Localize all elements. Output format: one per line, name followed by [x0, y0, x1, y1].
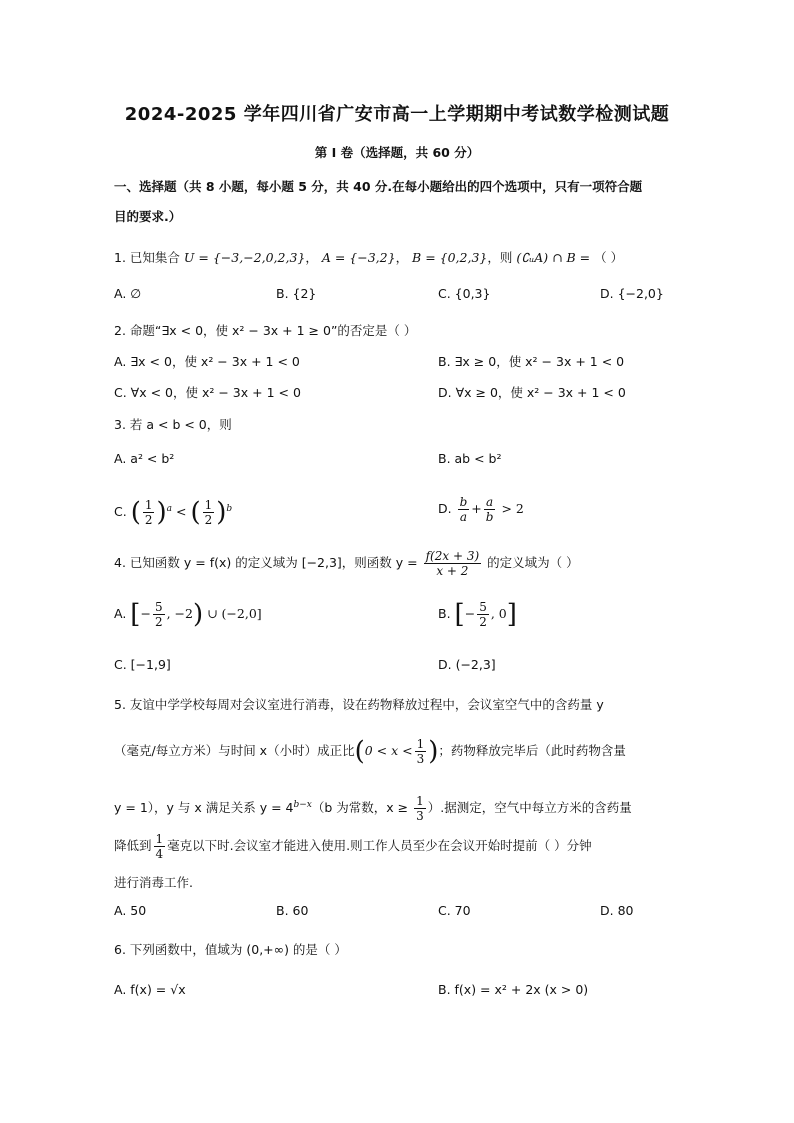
q4-option-a[interactable]: A. [− $\frac{5}{2}$ , −2) ∪ (−2,0] [114, 599, 262, 630]
q5-frac-num: 1 [416, 737, 425, 751]
q5-option-a[interactable]: A. 50 [114, 903, 147, 918]
q5-option-d[interactable]: D. 80 [600, 903, 634, 918]
q5-exponent: b−x [293, 800, 312, 810]
q5-quarter-den: 4 [155, 847, 164, 861]
q4-stem-end: 的定义域为（ ） [487, 555, 579, 570]
question-2-stem: 2. 命题“∃x < 0，使 x² − 3x + 1 ≥ 0”的否定是（ ） [114, 323, 417, 338]
q3-option-d-label: D. [438, 501, 452, 516]
q1-stem-start: 1. 已知集合 [114, 250, 180, 265]
q1-option-b[interactable]: B. {2} [276, 286, 317, 301]
q3-c-exp-b: b [226, 504, 233, 514]
q5-line2-end: ；药物释放完毕后（此时药物含量 [438, 743, 626, 758]
q5-option-b[interactable]: B. 60 [276, 903, 309, 918]
q5-line-3 [114, 787, 674, 823]
section-instructions-line2: 目的要求.） [114, 209, 182, 224]
q1-set-u: U = {−3,−2,0,2,3} [183, 250, 306, 265]
q1-option-a[interactable]: A. ∅ [114, 286, 142, 301]
q4-option-a-label: A. [114, 606, 127, 621]
question-1-stem: 1. 已知集合 U = {−3,−2,0,2,3}， A = {−3,2}， B = {0,2,3}，则 (∁ᵤA) ∩ B = （ ） [114, 250, 624, 265]
question-3-stem: 3. 若 a < b < 0，则 [114, 417, 232, 432]
q1-expression: (∁ᵤA) ∩ B = [516, 250, 591, 265]
q2-option-c[interactable]: C. ∀x < 0，使 x² − 3x + 1 < 0 [114, 385, 301, 400]
q3-option-b[interactable]: B. ab < b² [438, 451, 502, 466]
q1-answer-paren: （ ） [594, 250, 624, 265]
q4-option-b-label: B. [438, 606, 451, 621]
q3-d-num1: b [459, 495, 468, 509]
q3-c-lt: < [176, 504, 187, 520]
q1-option-c[interactable]: C. {0,3} [438, 286, 491, 301]
q4-a-mid: , −2 [166, 606, 193, 621]
q2-option-a[interactable]: A. ∃x < 0，使 x² − 3x + 1 < 0 [114, 354, 300, 369]
q3-c-num2: 1 [204, 498, 213, 513]
q5-line2-start: （毫克/每立方米）与时间 x（小时）成正比 [114, 743, 355, 758]
q3-c-num1: 1 [144, 498, 153, 513]
q3-d-gt: > 2 [501, 501, 524, 516]
q3-option-a[interactable]: A. a² < b² [114, 451, 175, 466]
q5-line3-frac-num: 1 [416, 794, 424, 809]
q5-line4-start: 降低到 [114, 838, 152, 853]
q3-c-den2: 2 [204, 513, 213, 528]
q5-quarter-num: 1 [155, 832, 164, 846]
q4-b-minus: − [464, 606, 476, 621]
q5-line4-end: 毫克以下时.会议室才能进入使用.则工作人员至少在会议开始时提前（ ）分钟 [167, 838, 592, 853]
q6-option-a[interactable]: A. f(x) = √x [114, 982, 186, 997]
q4-b-den: 2 [479, 615, 487, 629]
q4-b-mid: , 0 [490, 606, 507, 621]
q1-option-d[interactable]: D. {−2,0} [600, 286, 664, 301]
question-6-stem: 6. 下列函数中，值域为 (0,+∞) 的是（ ） [114, 942, 347, 957]
q3-d-plus: + [471, 501, 482, 516]
q4-a-num: 5 [154, 600, 163, 614]
q1-set-a: A = {−3,2} [321, 250, 396, 265]
q3-option-c-label: C. [114, 504, 127, 520]
q5-line3-mid: （b 为常数，x ≥ [311, 800, 409, 816]
section-subtitle: 第 I 卷（选择题，共 60 分） [314, 145, 480, 160]
q5-inequality: 0 < x < [364, 743, 413, 758]
q3-c-den1: 2 [144, 513, 153, 528]
q1-stem-then: ，则 [487, 250, 513, 265]
q1-set-b: B = {0,2,3} [412, 250, 488, 265]
q4-a-tail: ∪ (−2,0] [207, 606, 262, 621]
q4-a-minus: − [140, 606, 151, 621]
q5-line3-start: y = 1），y 与 x 满足关系 y = 4 [114, 800, 294, 816]
q4-option-c[interactable]: C. [−1,9] [114, 657, 171, 672]
q5-frac-den: 3 [416, 752, 425, 766]
q5-line-1: 5. 友谊中学学校每周对会议室进行消毒，设在药物释放过程中，会议室空气中的含药量 y [114, 697, 604, 712]
q3-d-den1: a [459, 510, 468, 524]
q5-line-5: 进行消毒工作. [114, 875, 193, 890]
q4-b-num: 5 [479, 600, 487, 614]
q4-fraction-den: x + 2 [436, 564, 469, 578]
q4-stem-start: 4. 已知函数 y = f(x) 的定义域为 [−2,3]，则函数 y = [114, 555, 418, 570]
q2-option-d[interactable]: D. ∀x ≥ 0，使 x² − 3x + 1 < 0 [438, 385, 626, 400]
q3-c-exp-a: a [166, 504, 173, 514]
q4-option-d[interactable]: D. (−2,3] [438, 657, 496, 672]
q3-option-d[interactable] [438, 485, 524, 533]
q5-line-2: （毫克/每立方米）与时间 x（小时）成正比(0 < x < $\frac{1}{3}$ )；药物释放完毕后（此时药物含量 [114, 736, 626, 767]
section-instructions-line1: 一、选择题（共 8 小题，每小题 5 分，共 40 分.在每小题给出的四个选项中，只有一项符合题 [114, 179, 643, 194]
q3-d-num2: a [484, 495, 496, 510]
q5-line3-end: ）.据测定，空气中每立方米的含药量 [427, 800, 632, 816]
q5-option-c[interactable]: C. 70 [438, 903, 471, 918]
q6-option-b[interactable]: B. f(x) = x² + 2x (x > 0) [438, 982, 589, 997]
q4-a-den: 2 [154, 615, 163, 629]
q4-option-b[interactable]: B. [− $\frac{5}{2}$ , 0] [438, 599, 517, 630]
q2-option-b[interactable]: B. ∃x ≥ 0，使 x² − 3x + 1 < 0 [438, 354, 625, 369]
q3-option-c[interactable]: C. ( $\frac{1}{2}$ )$^a$ < ( $\frac{1}{2}$ )$^b$ [114, 497, 233, 528]
page-title: 2024-2025 学年四川省广安市高一上学期期中考试数学检测试题 [124, 104, 670, 125]
q5-line3-frac-den: 3 [416, 809, 424, 824]
question-4-stem [114, 545, 674, 581]
q4-fraction-num: f(2x + 3) [425, 549, 480, 563]
q3-d-den2: b [485, 510, 494, 524]
q5-line-4 [114, 828, 674, 864]
